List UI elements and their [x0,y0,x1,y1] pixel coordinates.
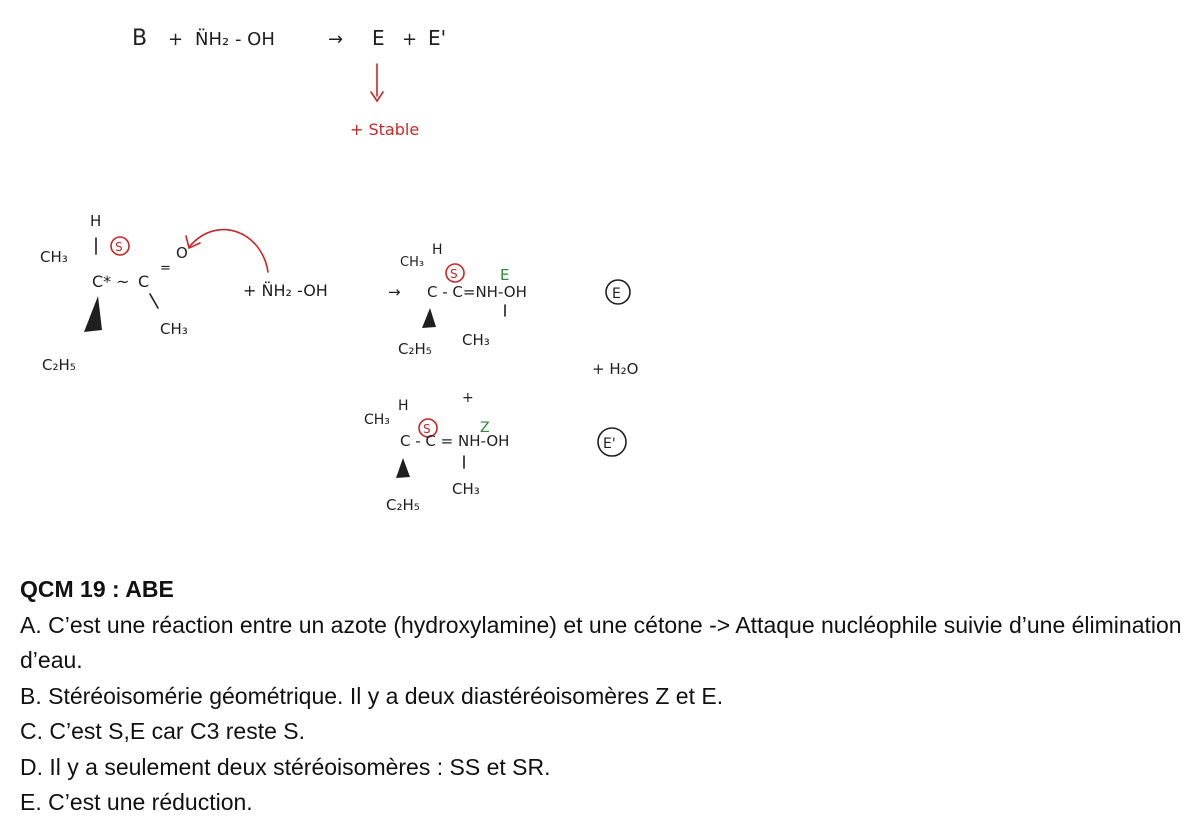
ketone-oxygen: O [176,244,188,262]
product-e-h: H [432,242,443,258]
product-e-ch3: CH₃ [400,255,425,270]
nucleophilic-attack-arrow [190,230,268,272]
product-z-config: S [423,422,431,436]
ketone-carbon-star: C* [92,272,112,291]
ketone-double-bond: = [160,261,171,276]
ketone-h: H [90,212,102,230]
ketone-bond: ~ [116,272,130,291]
qcm-answer-block [20,572,1190,821]
ketone-ch3: CH₃ [40,248,68,266]
ketone-structure [40,212,268,374]
product-e-ch3-bottom: CH₃ [462,331,490,349]
top-equation [132,26,446,139]
product-e-green-label: E [500,266,510,284]
product-e-circle-label: E [612,286,621,302]
product-z-green-label: Z [480,420,490,436]
plus-between-products: + [462,390,474,406]
qcm-item-d: D. Il y a seulement deux stéréoisomères : SS et SR. [20,753,551,780]
plus-sign: + [168,29,184,50]
water-byproduct: + H₂O [592,360,639,378]
product-z-ch3: CH₃ [364,412,390,428]
product-z-structure [364,398,626,514]
stable-note: + Stable [350,120,420,139]
hydroxylamine-reagent: N̈H₂ - OH [195,29,275,50]
product-z-circle-label: E' [603,436,616,452]
product-e: E [372,26,385,50]
ketone-c2h5: C₂H₅ [42,356,76,374]
ketone-wedge [84,296,102,332]
product-z-c2h5: C₂H₅ [386,496,420,514]
product-e-config: S [450,267,458,281]
product-e-arrow: → [388,283,401,301]
plus-sign-2: + [402,29,418,50]
qcm-item-b: B. Stéréoisomérie géométrique. Il y a deux diastéréoisomères Z et E. [20,682,724,709]
product-e-chain: C - C=NH-OH [427,283,527,301]
qcm-item-c: C. C’est S,E car C3 reste S. [20,718,306,744]
qcm-item-a: A. C’est une réaction entre un azote (hydroxylamine) et une cétone -> Attaque nucléophile suivie d’une élimination d’eau. [20,611,1182,673]
ketone-ch3-bottom: CH₃ [160,320,188,338]
product-z-ch3-bottom: CH₃ [452,480,480,498]
reactant-b: B [132,26,148,51]
ketone-ch3-bond [150,294,158,308]
ketone-config: S [115,240,123,254]
product-e-wedge [422,308,436,328]
product-z-chain: C - C = NH-OH [400,432,510,450]
ketone-carbon-2: C [138,272,150,291]
product-e-prime: E' [428,26,447,50]
product-z-wedge [396,458,410,478]
product-e-structure [388,242,630,358]
reaction-arrow: → [328,29,344,50]
product-z-h: H [398,398,409,414]
product-e-c2h5: C₂H₅ [398,340,432,358]
reagent-plus-hydroxylamine: + N̈H₂ -OH [243,281,328,300]
qcm-item-e: E. C’est une réduction. [20,789,253,815]
qcm-title: QCM 19 : ABE [20,576,174,602]
